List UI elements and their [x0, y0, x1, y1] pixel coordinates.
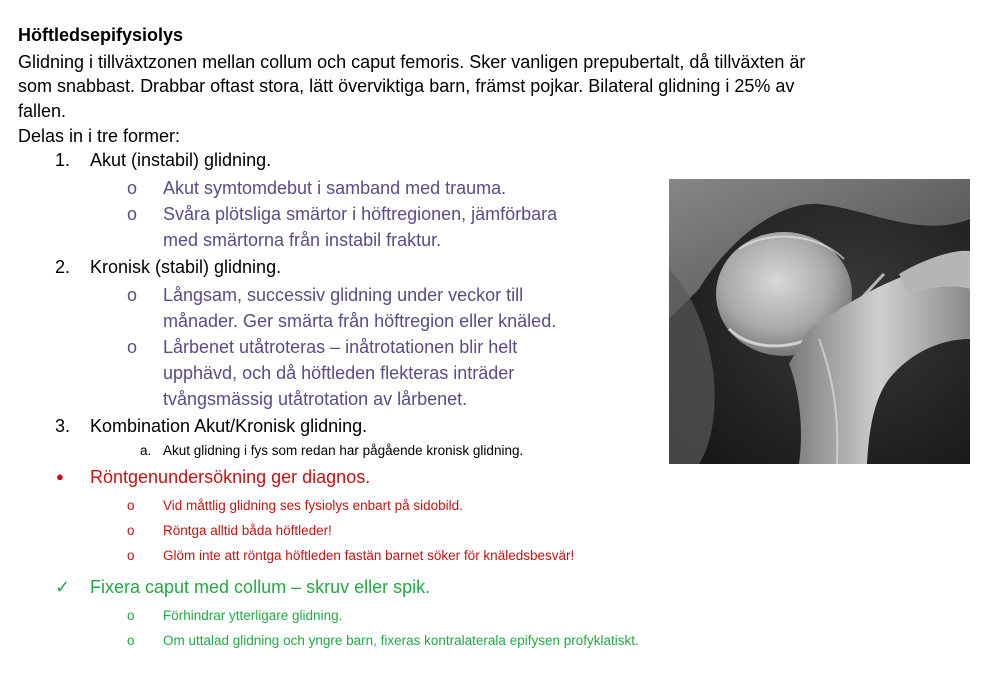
- form-3-label: Kombination Akut/Kronisk glidning.: [90, 416, 368, 436]
- list-letter-a: a.: [140, 443, 152, 458]
- list-number-2: 2.: [55, 257, 71, 277]
- hip-xray-image: [669, 179, 970, 464]
- form-2-point-2-line-3: tvångsmässig utåtrotation av lårbenet.: [163, 389, 468, 409]
- form-1-point-2-line-1: Svåra plötsliga smärtor i höftregionen, jämförbara: [163, 204, 558, 224]
- diagnosis-item-2: Röntga alltid båda höftleder!: [163, 523, 332, 538]
- circle-bullet: o: [127, 285, 138, 305]
- form-2-point-2-line-1: Lårbenet utåtroteras – inåtrotationen blir helt: [163, 337, 518, 357]
- bullet-dot-icon: ●: [56, 469, 64, 484]
- circle-bullet: o: [127, 498, 135, 513]
- page-title: Höftledsepifysiolys: [18, 25, 184, 45]
- intro-line-1: Glidning i tillväxtzonen mellan collum och caput femoris. Sker vanligen prepubertalt, då tillväxten är: [18, 52, 806, 72]
- treatment-item-1: Förhindrar ytterligare glidning.: [163, 608, 343, 623]
- diagnosis-label: Röntgenundersökning ger diagnos.: [90, 467, 371, 487]
- form-2-point-2-line-2: upphävd, och då höftleden flekteras inträder: [163, 363, 515, 383]
- form-2-point-1-line-2: månader. Ger smärta från höftregion eller knäled.: [163, 311, 557, 331]
- intro-line-4: Delas in i tre former:: [18, 126, 181, 146]
- checkmark-icon: ✓: [55, 577, 71, 597]
- form-1-point-1: Akut symtomdebut i samband med trauma.: [163, 178, 507, 198]
- circle-bullet: o: [127, 548, 135, 563]
- intro-line-3: fallen.: [18, 101, 67, 121]
- form-2-point-1-line-1: Långsam, successiv glidning under veckor till: [163, 285, 524, 305]
- form-3-sub-point: Akut glidning i fys som redan har pågående kronisk glidning.: [163, 443, 524, 458]
- diagnosis-item-3: Glöm inte att röntga höftleden fastän barnet söker för knäledsbesvär!: [163, 548, 575, 563]
- list-number-3: 3.: [55, 416, 71, 436]
- circle-bullet: o: [127, 523, 135, 538]
- circle-bullet: o: [127, 633, 135, 648]
- circle-bullet: o: [127, 204, 138, 224]
- treatment-label: Fixera caput med collum – skruv eller spik.: [90, 577, 431, 597]
- circle-bullet: o: [127, 178, 138, 198]
- intro-line-2: som snabbast. Drabbar oftast stora, lätt överviktiga barn, främst pojkar. Bilateral glidning i 25% av: [18, 76, 795, 96]
- form-1-label: Akut (instabil) glidning.: [90, 150, 272, 170]
- circle-bullet: o: [127, 608, 135, 623]
- circle-bullet: o: [127, 337, 138, 357]
- treatment-item-2: Om uttalad glidning och yngre barn, fixeras kontralaterala epifysen profyklatiskt.: [163, 633, 639, 648]
- diagnosis-item-1: Vid måttlig glidning ses fysiolys enbart på sidobild.: [163, 498, 463, 513]
- form-2-label: Kronisk (stabil) glidning.: [90, 257, 282, 277]
- form-1-point-2-line-2: med smärtorna från instabil fraktur.: [163, 230, 442, 250]
- list-number-1: 1.: [55, 150, 71, 170]
